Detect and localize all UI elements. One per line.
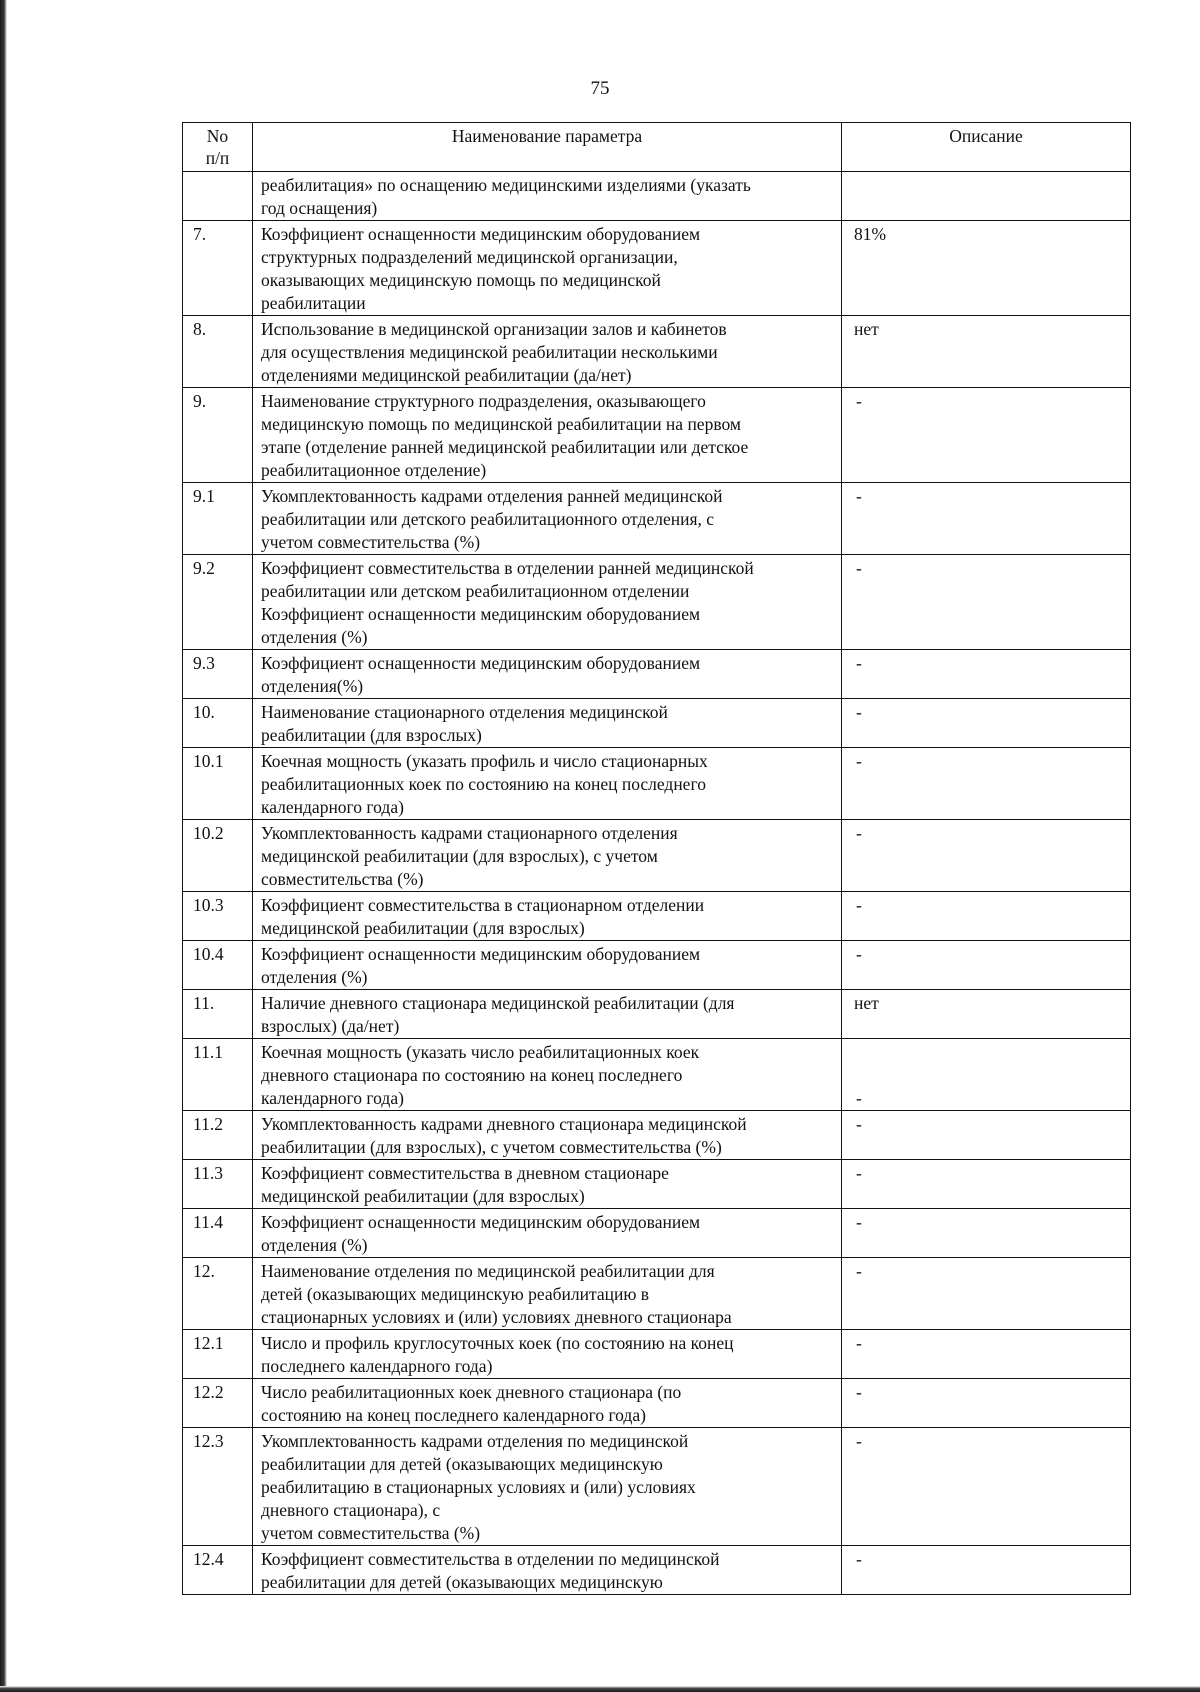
page-number: 75 bbox=[590, 78, 610, 99]
row-number-cell: 8. bbox=[183, 316, 253, 388]
table-row bbox=[183, 820, 1131, 892]
parameter-name-cell: Коечная мощность (указать число реабилитационных коек дневного стационара по состоянию на конец последнего календарного года) bbox=[253, 1039, 842, 1111]
description-cell: - bbox=[842, 1330, 1131, 1379]
description-cell: - bbox=[842, 483, 1131, 555]
parameter-name-cell: Коэффициент оснащенности медицинским оборудованием отделения(%) bbox=[253, 650, 842, 699]
table-row bbox=[183, 1546, 1131, 1595]
row-number-cell: 7. bbox=[183, 221, 253, 316]
table-row bbox=[183, 172, 1131, 221]
parameter-name-cell: Коэффициент совместительства в отделении по медицинской реабилитации для детей (оказывающих медицинскую bbox=[253, 1546, 842, 1595]
parameter-name-cell: Использование в медицинской организации залов и кабинетов для осуществления медицинской реабилитации несколькими отделениями медицинской реабилитации (да/нет) bbox=[253, 316, 842, 388]
description-cell bbox=[842, 172, 1131, 221]
description-cell: - bbox=[842, 941, 1131, 990]
parameter-name-cell: Число и профиль круглосуточных коек (по состоянию на конец последнего календарного года) bbox=[253, 1330, 842, 1379]
description-cell: - bbox=[842, 1258, 1131, 1330]
parameter-name-cell: Коэффициент совместительства в стационарном отделении медицинской реабилитации (для взрослых) bbox=[253, 892, 842, 941]
row-number-cell: 9.2 bbox=[183, 555, 253, 650]
parameter-name-cell: Укомплектованность кадрами отделения по медицинской реабилитации для детей (оказывающих медицинскую реабилитацию в стационарных условиях и (или) условиях дневного стационара), с учетом совместительства (%) bbox=[253, 1428, 842, 1546]
table-row bbox=[183, 748, 1131, 820]
parameter-name-cell: Коэффициент оснащенности медицинским оборудованием отделения (%) bbox=[253, 1209, 842, 1258]
table-row bbox=[183, 650, 1131, 699]
parameter-name-cell: Коэффициент оснащенности медицинским оборудованием отделения (%) bbox=[253, 941, 842, 990]
parameter-name-cell: Наименование структурного подразделения, оказывающего медицинскую помощь по медицинской реабилитации на первом этапе (отделение ранней медицинской реабилитации или детское реабилитационное отделение) bbox=[253, 388, 842, 483]
description-cell: - bbox=[842, 1111, 1131, 1160]
row-number-cell: 12.3 bbox=[183, 1428, 253, 1546]
row-number-cell: 11.3 bbox=[183, 1160, 253, 1209]
parameters-table bbox=[182, 122, 1131, 1595]
header-name: Наименование параметра bbox=[253, 123, 842, 172]
table-row bbox=[183, 483, 1131, 555]
description-cell: - bbox=[842, 555, 1131, 650]
row-number-cell: 9.1 bbox=[183, 483, 253, 555]
row-number-cell: 10. bbox=[183, 699, 253, 748]
description-cell: - bbox=[842, 1379, 1131, 1428]
description-cell: - bbox=[842, 388, 1131, 483]
row-number-cell: 10.4 bbox=[183, 941, 253, 990]
row-number-cell: 11.1 bbox=[183, 1039, 253, 1111]
table-row bbox=[183, 941, 1131, 990]
parameter-name-cell: Наименование стационарного отделения медицинской реабилитации (для взрослых) bbox=[253, 699, 842, 748]
parameter-name-cell: Число реабилитационных коек дневного стационара (по состоянию на конец последнего календарного года) bbox=[253, 1379, 842, 1428]
row-number-cell: 11. bbox=[183, 990, 253, 1039]
row-number-cell: 10.1 bbox=[183, 748, 253, 820]
row-number-cell: 10.3 bbox=[183, 892, 253, 941]
row-number-cell: 9. bbox=[183, 388, 253, 483]
parameter-name-cell: Наличие дневного стационара медицинской реабилитации (для взрослых) (да/нет) bbox=[253, 990, 842, 1039]
row-number-cell: 10.2 bbox=[183, 820, 253, 892]
parameter-name-cell: реабилитация» по оснащению медицинскими изделиями (указать год оснащения) bbox=[253, 172, 842, 221]
description-cell: нет bbox=[842, 316, 1131, 388]
description-cell: - bbox=[842, 1039, 1131, 1111]
row-number-cell: 12. bbox=[183, 1258, 253, 1330]
table-row bbox=[183, 1111, 1131, 1160]
description-cell: - bbox=[842, 892, 1131, 941]
row-number-cell: 11.4 bbox=[183, 1209, 253, 1258]
header-desc: Описание bbox=[842, 123, 1131, 172]
scan-edge-left bbox=[0, 0, 7, 1692]
table-row bbox=[183, 388, 1131, 483]
description-cell: - bbox=[842, 1160, 1131, 1209]
row-number-cell: 12.1 bbox=[183, 1330, 253, 1379]
table-row bbox=[183, 1209, 1131, 1258]
scan-edge-bottom bbox=[0, 1686, 1200, 1692]
table-row bbox=[183, 1379, 1131, 1428]
description-cell: - bbox=[842, 1546, 1131, 1595]
row-number-cell: 12.2 bbox=[183, 1379, 253, 1428]
parameter-name-cell: Коэффициент совместительства в дневном стационаре медицинской реабилитации (для взрослых) bbox=[253, 1160, 842, 1209]
table-row bbox=[183, 555, 1131, 650]
table-row bbox=[183, 1428, 1131, 1546]
parameter-name-cell: Коечная мощность (указать профиль и число стационарных реабилитационных коек по состоянию на конец последнего календарного года) bbox=[253, 748, 842, 820]
table-row bbox=[183, 1258, 1131, 1330]
description-cell: - bbox=[842, 699, 1131, 748]
description-cell: - bbox=[842, 1428, 1131, 1546]
parameter-name-cell: Коэффициент оснащенности медицинским оборудованием структурных подразделений медицинской организации, оказывающих медицинскую помощь по медицинской реабилитации bbox=[253, 221, 842, 316]
table-row bbox=[183, 316, 1131, 388]
table-row bbox=[183, 1160, 1131, 1209]
description-cell: - bbox=[842, 748, 1131, 820]
row-number-cell bbox=[183, 172, 253, 221]
table-row bbox=[183, 990, 1131, 1039]
header-num: No п/п bbox=[183, 123, 253, 172]
description-cell: 81% bbox=[842, 221, 1131, 316]
table-row bbox=[183, 699, 1131, 748]
description-cell: - bbox=[842, 820, 1131, 892]
row-number-cell: 12.4 bbox=[183, 1546, 253, 1595]
table-row bbox=[183, 1039, 1131, 1111]
table-row bbox=[183, 1330, 1131, 1379]
table-header-row bbox=[183, 123, 1131, 172]
parameter-name-cell: Укомплектованность кадрами дневного стационара медицинской реабилитации (для взрослых), с учетом совместительства (%) bbox=[253, 1111, 842, 1160]
description-cell: нет bbox=[842, 990, 1131, 1039]
table-row bbox=[183, 892, 1131, 941]
parameter-name-cell: Наименование отделения по медицинской реабилитации для детей (оказывающих медицинскую реабилитацию в стационарных условиях и (или) условиях дневного стационара bbox=[253, 1258, 842, 1330]
row-number-cell: 9.3 bbox=[183, 650, 253, 699]
table-body bbox=[183, 172, 1131, 1595]
parameter-name-cell: Укомплектованность кадрами отделения ранней медицинской реабилитации или детского реабилитационного отделения, с учетом совместительства (%) bbox=[253, 483, 842, 555]
parameter-name-cell: Укомплектованность кадрами стационарного отделения медицинской реабилитации (для взрослых), с учетом совместительства (%) bbox=[253, 820, 842, 892]
parameter-name-cell: Коэффициент совместительства в отделении ранней медицинской реабилитации или детском реабилитационном отделении Коэффициент оснащенности медицинским оборудованием отделения (%) bbox=[253, 555, 842, 650]
table-row bbox=[183, 221, 1131, 316]
row-number-cell: 11.2 bbox=[183, 1111, 253, 1160]
description-cell: - bbox=[842, 1209, 1131, 1258]
description-cell: - bbox=[842, 650, 1131, 699]
